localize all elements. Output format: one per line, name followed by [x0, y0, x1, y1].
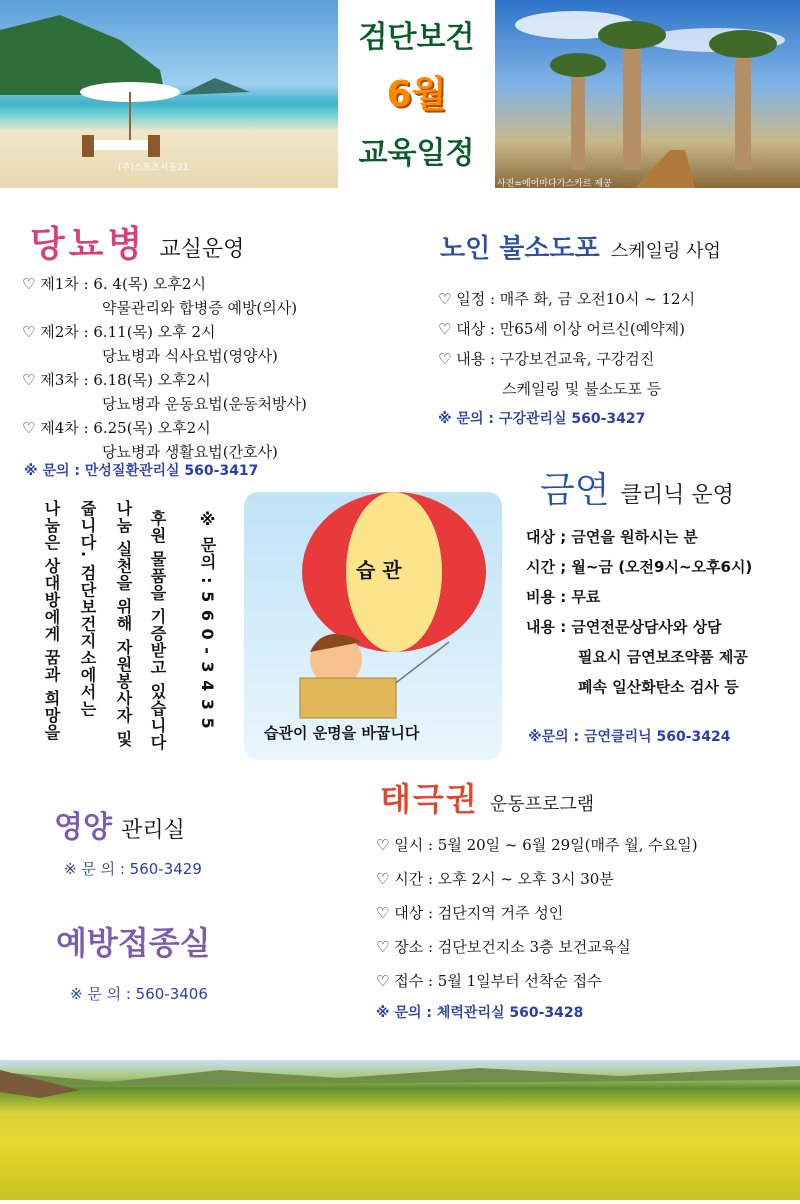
smoking-details [526, 522, 796, 702]
smoking-subtitle: 클리닉 운영 [620, 483, 734, 508]
smoking-line-5: 필요시 금연보조약품 제공 [578, 648, 748, 666]
baobab-illustration [495, 0, 800, 188]
smoking-line-3: 비용 : 무료 [526, 588, 601, 606]
baobab-photo [495, 0, 800, 188]
title-box [338, 0, 495, 188]
diabetes-session-1: ♡ 제1차 : 6. 4(목) 오후2시 [22, 275, 206, 293]
sharing-col-1: 나눔은 상대방에게 꿈과 희망을 [42, 500, 61, 741]
nutrition-heading [54, 802, 185, 846]
balloon-illustration [244, 492, 502, 760]
dental-details [438, 284, 788, 404]
diabetes-topic-2: 당뇨병과 식사요법(영양사) [102, 347, 278, 365]
diabetes-heading [30, 216, 244, 267]
vaccination-contact: ※ 문 의 : 560-3406 [70, 985, 208, 1003]
dental-line-3: ♡ 내용 : 구강보건교육, 구강검진 [438, 350, 655, 368]
title-line-3: 교육일정 [358, 136, 475, 171]
smoking-heading [540, 462, 734, 513]
taichi-heading [380, 774, 594, 820]
beach-photo [0, 0, 338, 188]
diabetes-topic-1: 약물관리와 합병증 예방(의사) [102, 299, 298, 317]
title-line-1: 검단보건 [358, 20, 475, 55]
diabetes-contact: ※ 문의 : 만성질환관리실 560-3417 [24, 463, 259, 479]
diabetes-schedule [22, 272, 402, 464]
dental-subtitle: 스케일링 사업 [610, 241, 721, 262]
flower-field-photo [0, 1060, 800, 1200]
taichi-line-1: ♡ 일시 : 5월 20일 ~ 6월 29일(매주 월, 수요일) [376, 836, 698, 854]
nutrition-contact: ※ 문 의 : 560-3429 [64, 860, 202, 878]
smoking-line-2: 시간 ; 월~금 (오전9시~오후6시) [526, 558, 753, 576]
sharing-col-4: 후원 물품을 기증받고 있습니다 [148, 510, 167, 751]
dental-line-2: ♡ 대상 : 만65세 이상 어르신(예약제) [438, 320, 686, 338]
taichi-subtitle: 운동프로그램 [489, 794, 595, 815]
diabetes-session-4: ♡ 제4차 : 6.25(목) 오후2시 [22, 419, 211, 437]
dental-line-1: ♡ 일정 : 매주 화, 금 오전10시 ~ 12시 [438, 290, 696, 308]
dental-title: 노인 불소도포 [440, 234, 600, 264]
taichi-line-4: ♡ 장소 : 검단보건지소 3층 보건교육실 [376, 938, 631, 956]
diabetes-title: 당뇨병 [30, 223, 147, 265]
sharing-col-2: 줍니다. 검단보건지소에서는 [78, 500, 97, 718]
taichi-line-5: ♡ 접수 : 5월 1일부터 선착순 접수 [376, 972, 602, 990]
flower-field-illustration [0, 1060, 800, 1200]
smoking-title: 금연 [540, 470, 610, 511]
diabetes-session-3: ♡ 제3차 : 6.18(목) 오후2시 [22, 371, 211, 389]
diabetes-topic-3: 당뇨병과 운동요법(운동처방사) [102, 395, 307, 413]
taichi-contact: ※ 문의 : 체력관리실 560-3428 [376, 1005, 584, 1021]
taichi-line-3: ♡ 대상 : 검단지역 거주 성인 [376, 904, 564, 922]
nutrition-title: 영양 [54, 810, 112, 845]
dental-contact: ※ 문의 : 구강관리실 560-3427 [438, 411, 646, 427]
dental-heading [440, 228, 721, 265]
taichi-title: 태극권 [380, 780, 479, 818]
diabetes-topic-4: 당뇨병과 생활요법(간호사) [102, 443, 278, 461]
diabetes-subtitle: 교실운영 [159, 237, 245, 262]
balloon-graphic [244, 492, 502, 760]
smoking-line-4: 내용 : 금연전문상담사와 상담 [526, 618, 722, 636]
diabetes-session-2: ♡ 제2차 : 6.11(목) 오후 2시 [22, 323, 216, 341]
smoking-line-6: 폐속 일산화탄소 검사 등 [578, 678, 739, 696]
taichi-details [376, 828, 796, 998]
balloon-slogan: 습관이 운명을 바꿉니다 [264, 724, 420, 742]
vaccination-title: 예방접종실 [56, 924, 211, 962]
title-month: 6월 [386, 74, 447, 115]
balloon-label: 습 관 [356, 558, 402, 582]
smoking-contact: ※문의 : 금연클리닉 560-3424 [528, 729, 731, 745]
beach-caption: (주)스포츠서울21 [118, 163, 189, 173]
taichi-line-2: ♡ 시간 : 오후 2시 ~ 오후 3시 30분 [376, 870, 614, 888]
sharing-contact: ※ 문의 : 5 6 0 - 3 4 3 5 [198, 510, 217, 730]
sharing-col-3: 나눔 실천을 위해 자원봉사자 및 [114, 500, 133, 748]
nutrition-subtitle: 관리실 [121, 818, 185, 843]
dental-line-4: 스케일링 및 불소도포 등 [502, 380, 662, 398]
baobab-caption: 사진=에어마다가스카르 제공 [497, 179, 612, 188]
smoking-line-1: 대상 ; 금연을 원하시는 분 [526, 528, 698, 546]
